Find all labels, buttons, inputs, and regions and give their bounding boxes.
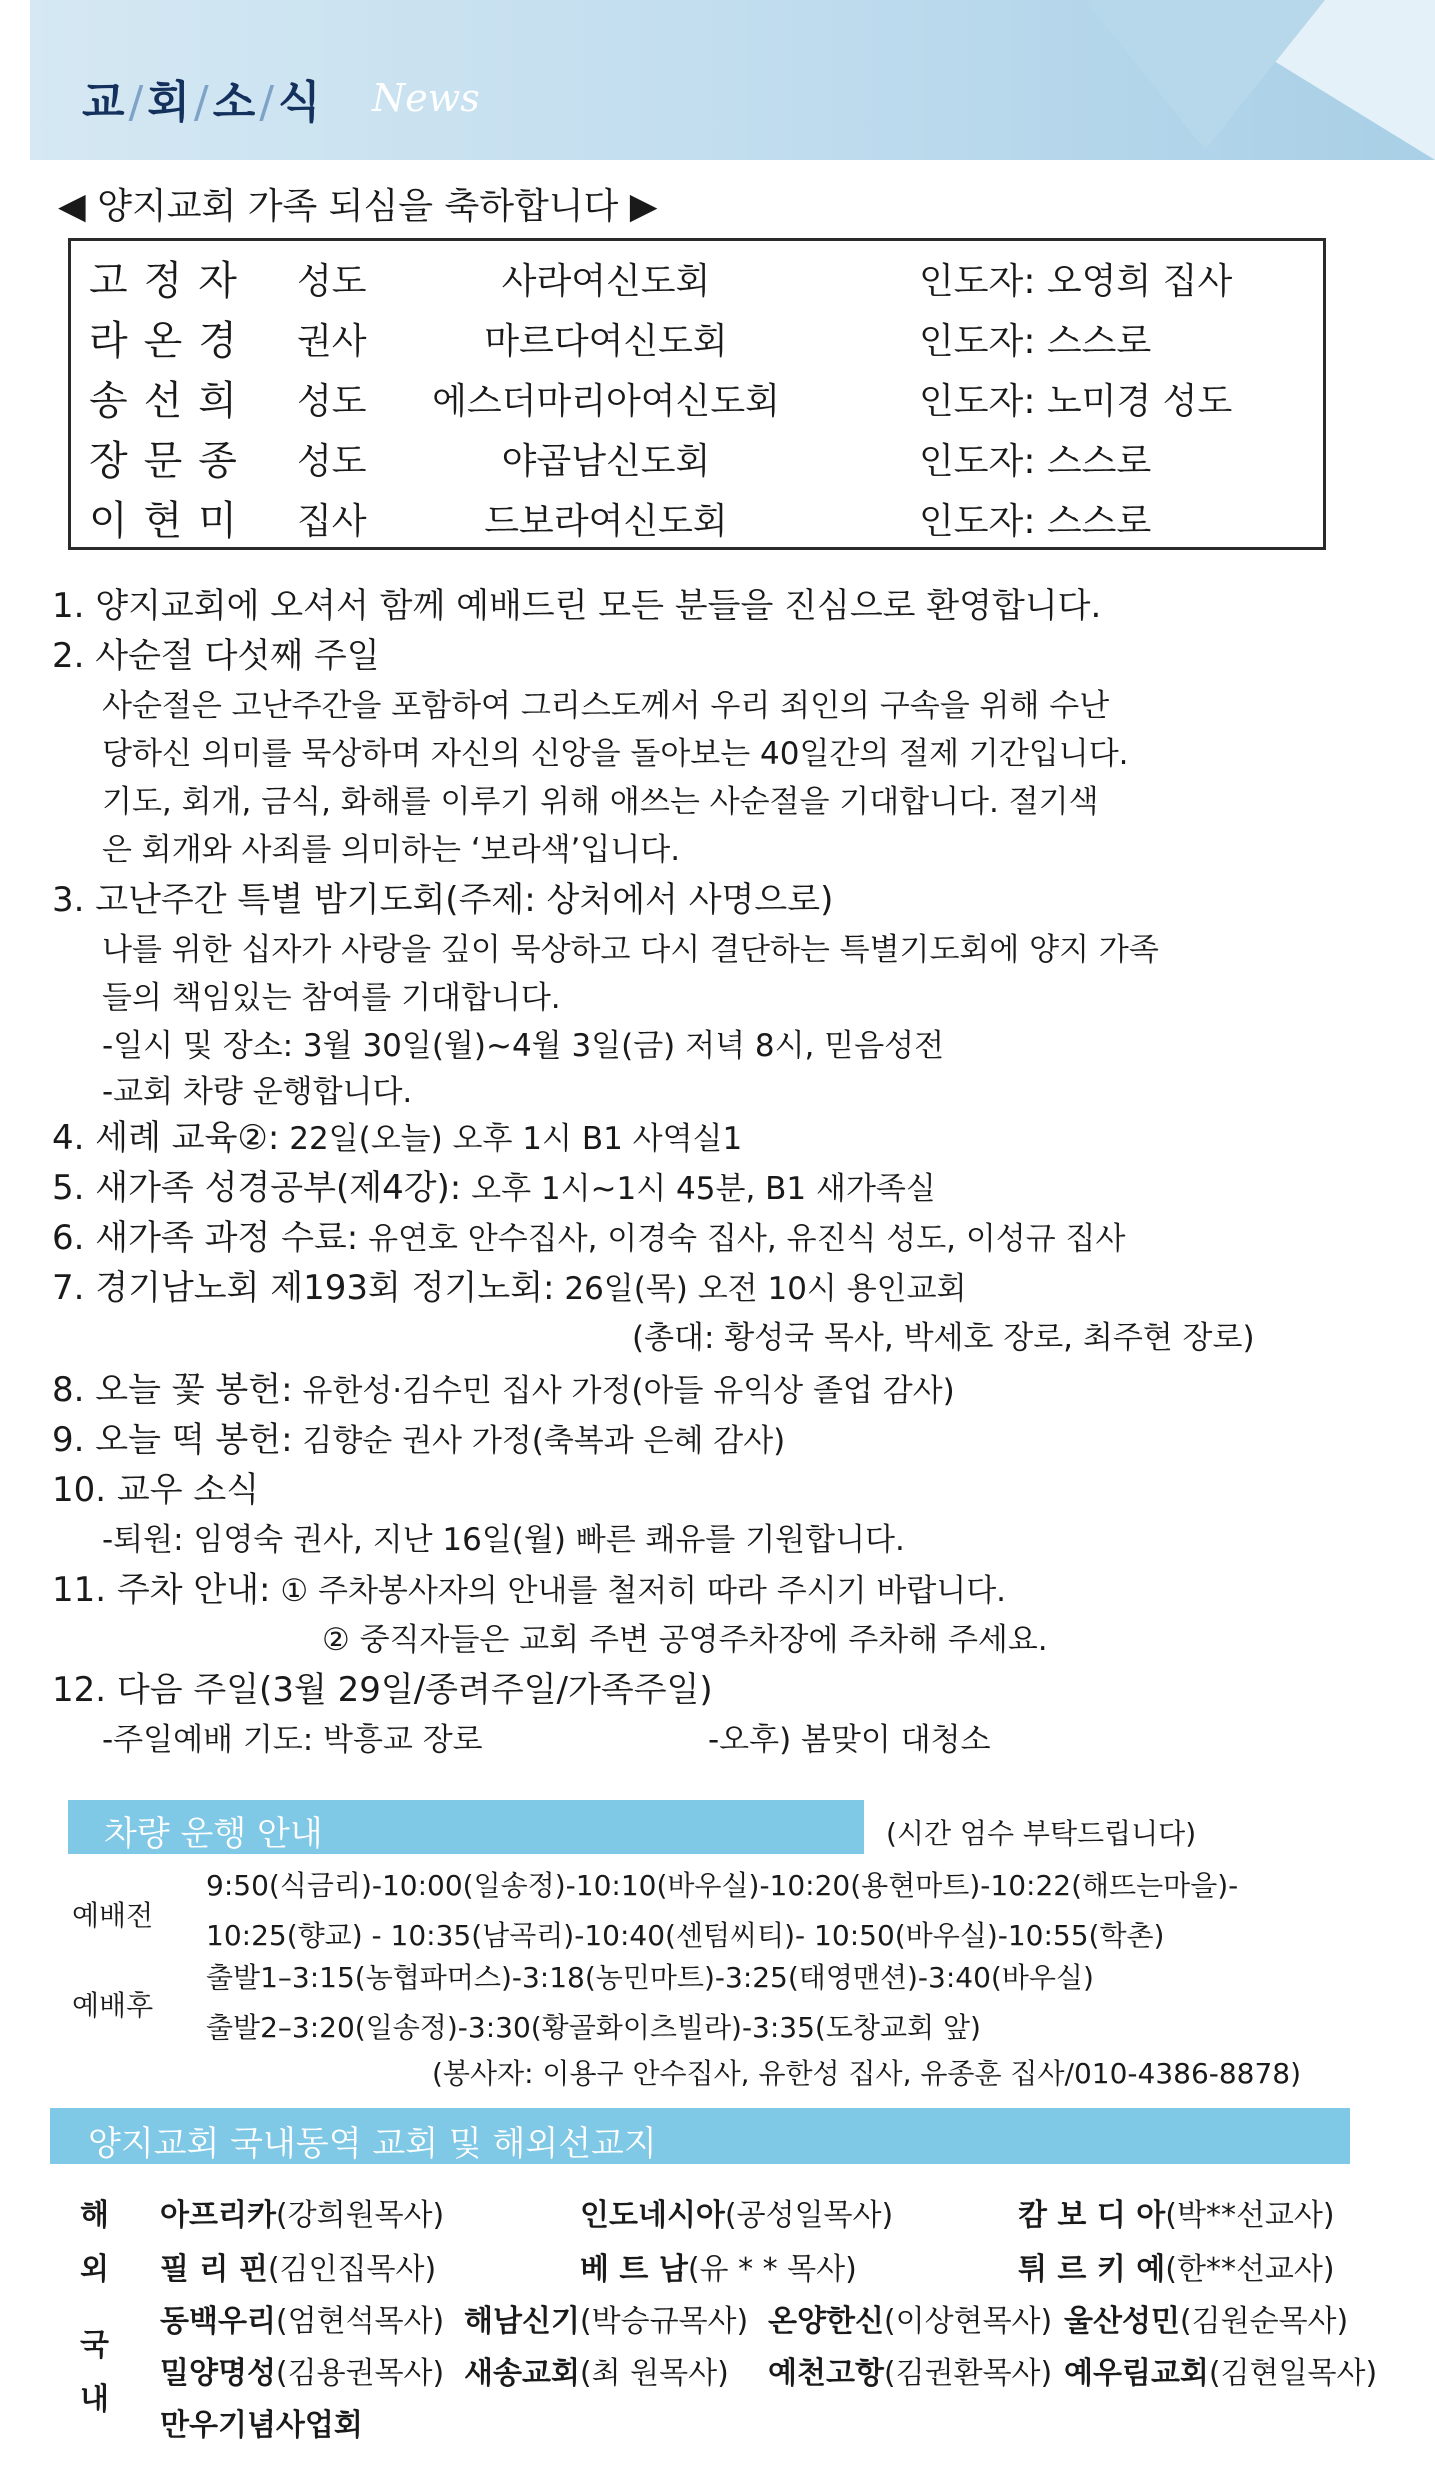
news-label: News bbox=[372, 76, 480, 120]
mission-entry: 아프리카(강희원목사) bbox=[160, 2198, 445, 2233]
left-triangle-icon: ◀ bbox=[58, 186, 86, 227]
mission-entry: 예우림교회(김현일목사) bbox=[1064, 2356, 1378, 2391]
shuttle-title: 차량 운행 안내 bbox=[104, 1814, 323, 1854]
news-item-11: 11. 주차 안내: ① 주차봉사자의 안내를 철저히 따라 주시기 바랍니다. bbox=[52, 1570, 1007, 1610]
overseas-label: 해 bbox=[80, 2198, 109, 2233]
news-item-7: 7. 경기남노회 제193회 정기노회: 26일(목) 오전 10시 용인교회 bbox=[52, 1268, 967, 1308]
after-route-line: 출발2–3:20(일송정)-3:30(황골화이츠빌라)-3:35(도창교회 앞) bbox=[206, 2011, 981, 2044]
news-item-10-line: -퇴원: 임영숙 권사, 지난 16일(월) 빠른 쾌유를 기원합니다. bbox=[102, 1522, 905, 1558]
news-item-4: 4. 세례 교육②: 22일(오늘) 오후 1시 B1 사역실1 bbox=[52, 1118, 743, 1158]
mission-entry: 온양한신(이상현목사) bbox=[768, 2304, 1053, 2339]
news-item-2-title: 2. 사순절 다섯째 주일 bbox=[52, 636, 380, 676]
mission-entry: 동백우리(엄현석목사) bbox=[160, 2304, 445, 2339]
news-item-6: 6. 새가족 과정 수료: 유연호 안수집사, 이경숙 집사, 유진식 성도, 이성규 집사 bbox=[52, 1218, 1126, 1258]
news-item-3-line: -일시 및 장소: 3월 30일(월)~4월 3일(금) 저녁 8시, 믿음성전 bbox=[102, 1028, 945, 1064]
news-item-9: 9. 오늘 떡 봉헌: 김향순 권사 가정(축복과 은혜 감사) bbox=[52, 1420, 786, 1460]
welcome-heading: ◀ 양지교회 가족 되심을 축하합니다 ▶ bbox=[58, 186, 658, 227]
member-row: 라온경 권사 마르다여신도회 인도자: 스스로 bbox=[89, 318, 1152, 364]
news-item-10-title: 10. 교우 소식 bbox=[52, 1470, 260, 1510]
mission-entry: 새송교회(최 원목사) bbox=[464, 2356, 729, 2391]
news-item-2-line: 기도, 회개, 금식, 화해를 이루기 위해 애쓰는 사순절을 기대합니다. 절기색 bbox=[102, 784, 1099, 820]
mission-entry: 베 트 남(유 * * 목사) bbox=[580, 2252, 857, 2287]
new-members-box bbox=[68, 238, 1326, 550]
right-triangle-icon: ▶ bbox=[629, 186, 658, 227]
news-item-2-line: 당하신 의미를 묵상하며 자신의 신앙을 돌아보는 40일간의 절제 기간입니다. bbox=[102, 736, 1129, 772]
member-row: 고정자 성도 사라여신도회 인도자: 오영희 집사 bbox=[89, 258, 1233, 304]
after-route-line: 출발1–3:15(농협파머스)-3:18(농민마트)-3:25(태영맨션)-3:40(바우실) bbox=[206, 1961, 1094, 1994]
after-service-label: 예배후 bbox=[72, 1989, 154, 2022]
before-service-label: 예배전 bbox=[72, 1899, 154, 1932]
member-row: 송선희 성도 에스더마리아여신도회 인도자: 노미경 성도 bbox=[89, 378, 1233, 424]
mission-entry: 인도네시아(공성일목사) bbox=[580, 2198, 894, 2233]
news-item-2-line: 사순절은 고난주간을 포함하여 그리스도께서 우리 죄인의 구속을 위해 수난 bbox=[102, 688, 1110, 724]
mission-entry: 만우기념사업회 bbox=[160, 2408, 363, 2443]
news-item-12-right: -오후) 봄맞이 대청소 bbox=[708, 1722, 991, 1758]
mission-entry: 울산성민(김원순목사) bbox=[1064, 2304, 1349, 2339]
domestic-label: 국 bbox=[80, 2328, 109, 2363]
news-item-7-sub: (총대: 황성국 목사, 박세호 장로, 최주현 장로) bbox=[632, 1320, 1255, 1356]
before-route-line: 9:50(식금리)-10:00(일송정)-10:10(바우실)-10:20(용현마트)-10:22(해뜨는마을)- bbox=[206, 1869, 1239, 1902]
mission-entry: 예천고항(김권환목사) bbox=[768, 2356, 1053, 2391]
news-item-3-line: 나를 위한 십자가 사랑을 깊이 묵상하고 다시 결단하는 특별기도회에 양지 가족 bbox=[102, 932, 1159, 968]
news-item-5: 5. 새가족 성경공부(제4강): 오후 1시~1시 45분, B1 새가족실 bbox=[52, 1168, 936, 1208]
mission-entry: 해남신기(박승규목사) bbox=[464, 2304, 749, 2339]
member-row: 장문종 성도 야곱남신도회 인도자: 스스로 bbox=[89, 438, 1152, 484]
news-item-2-line: 은 회개와 사죄를 의미하는 ‘보라색’입니다. bbox=[102, 832, 681, 868]
news-item-3-line: 들의 책임있는 참여를 기대합니다. bbox=[102, 980, 561, 1016]
member-row: 이현미 집사 드보라여신도회 인도자: 스스로 bbox=[89, 498, 1152, 544]
news-item-3-line: -교회 차량 운행합니다. bbox=[102, 1074, 413, 1110]
before-route-line: 10:25(향교) - 10:35(남곡리)-10:40(센텀씨티)- 10:50(바우실)-10:55(학촌) bbox=[206, 1919, 1165, 1952]
header-decoration-triangle bbox=[1085, 0, 1325, 150]
news-item-11-line: ② 중직자들은 교회 주변 공영주차장에 주차해 주세요. bbox=[322, 1622, 1048, 1658]
mission-entry: 필 리 핀(김인집목사) bbox=[160, 2252, 437, 2287]
news-item-12-title: 12. 다음 주일(3월 29일/종려주일/가족주일) bbox=[52, 1670, 713, 1710]
mission-entry: 튀 르 키 예(한**선교사) bbox=[1018, 2252, 1335, 2287]
news-item-1: 1. 양지교회에 오셔서 함께 예배드린 모든 분들을 진심으로 환영합니다. bbox=[52, 586, 1102, 626]
news-item-12-left: -주일예배 기도: 박흥교 장로 bbox=[102, 1722, 483, 1758]
news-item-8: 8. 오늘 꽃 봉헌: 유한성·김수민 집사 가정(아들 유익상 졸업 감사) bbox=[52, 1370, 955, 1410]
overseas-label: 외 bbox=[80, 2252, 109, 2287]
shuttle-volunteers: (봉사자: 이용구 안수집사, 유한성 집사, 유종훈 집사/010-4386-8878) bbox=[432, 2057, 1302, 2090]
mission-entry: 밀양명성(김용권목사) bbox=[160, 2356, 445, 2391]
page-title: 교/회/소/식 bbox=[82, 77, 323, 128]
mission-title: 양지교회 국내동역 교회 및 해외선교지 bbox=[88, 2124, 657, 2164]
domestic-label: 내 bbox=[80, 2382, 109, 2417]
news-item-3-title: 3. 고난주간 특별 밤기도회(주제: 상처에서 사명으로) bbox=[52, 880, 834, 920]
mission-entry: 캄 보 디 아(박**선교사) bbox=[1018, 2198, 1335, 2233]
shuttle-note: (시간 엄수 부탁드립니다) bbox=[886, 1817, 1197, 1850]
